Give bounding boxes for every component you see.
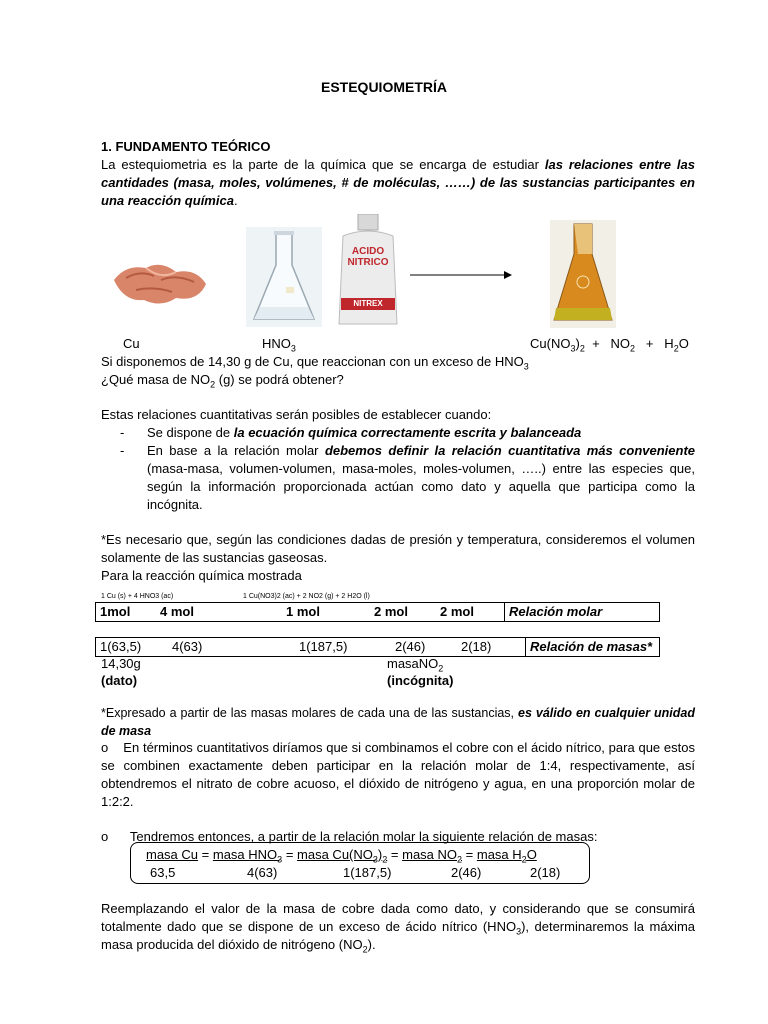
question-line2-text: ¿Qué masa de NO: [101, 372, 211, 387]
bullet-paragraph-1: [101, 739, 695, 811]
label-h2o-b: O: [678, 336, 689, 351]
intro-emphasis: las relaciones entre las cantidades (masa, moles, volúmenes, # de moléculas, ……) de las sustancias participantes en una reacción química: [101, 157, 695, 208]
question-line2: [101, 371, 695, 389]
item2-emphasis: debemos definir la relación cuantitativa más conveniente: [324, 443, 695, 458]
question-line1-sub: 3: [523, 361, 529, 372]
molar-cell: 4 mol: [156, 603, 282, 622]
final-text-b: ), determinaremos la máxima masa producida del dióxido de nitrógeno (NO: [101, 919, 696, 952]
mass-cell: 1(187,5): [295, 638, 391, 657]
final-sub2: 2: [362, 944, 368, 955]
ratio-eq: =: [465, 847, 474, 862]
ratio-term2-text: masa HNO: [212, 847, 278, 862]
list-item: [120, 442, 695, 514]
intro-end: .: [233, 193, 238, 208]
circle-bullet-icon: o: [101, 740, 109, 755]
molar-cell: 1 mol: [282, 603, 370, 622]
ratio-term4: [402, 847, 463, 865]
bottle-brand: NITREX: [353, 299, 383, 308]
page-title: ESTEQUIOMETRÍA: [320, 79, 447, 95]
label-cuno3-a: Cu(NO: [530, 336, 571, 351]
item2-text: En base a la relación molar: [147, 443, 325, 458]
ratio-term3: [297, 847, 388, 865]
ratio-denominator-3: 1(187,5): [343, 865, 392, 880]
tiny-equation-right: 1 Cu(NO3)2 (ac) + 2 NO2 (g) + 2 H2O (l): [243, 593, 370, 600]
bottle-label-line2: NITRICO: [347, 257, 389, 268]
unknown-value: [387, 655, 443, 673]
ratio-eq: =: [201, 847, 210, 862]
label-cuno3-b: ): [575, 336, 580, 351]
ratio-term4-text: masa NO: [402, 847, 458, 862]
nitric-acid-bottle: [331, 214, 405, 328]
unknown-sub: 2: [438, 663, 444, 674]
ratio-denominator-4: 2(46): [451, 865, 482, 880]
section-heading: 1. FUNDAMENTO TEÓRICO: [101, 139, 271, 154]
molar-cell: 2 mol: [436, 603, 505, 622]
ratio-term4-sub: 2: [457, 854, 463, 865]
ratio-term2: [212, 847, 283, 865]
question-line1-text: Si disponemos de 14,30 g de Cu, que reaccionan con un exceso de HNO: [101, 354, 524, 369]
list-item: [120, 424, 695, 442]
ratio-term1: masa Cu: [146, 847, 199, 862]
ratio-denominator-2: 4(63): [247, 865, 278, 880]
circle-bullet-icon: o: [101, 829, 109, 844]
copper-pieces-image: [106, 250, 216, 310]
reaction-arrow-icon: [410, 268, 514, 282]
label-h2o-sub: 2: [673, 343, 679, 354]
label-hno3-sub: 3: [290, 343, 296, 354]
ratio-term3-sub2: 2: [382, 854, 388, 865]
question-line2-sub: 2: [210, 379, 216, 390]
unknown-text: masaNO: [387, 656, 439, 671]
ratio-denominator-1: 63,5: [150, 865, 176, 880]
relations-intro: Estas relaciones cuantitativas serán posibles de establecer cuando:: [101, 407, 492, 422]
ratio-eq: =: [390, 847, 399, 862]
erlenmeyer-flask-image: [246, 227, 322, 327]
unknown-label: (incógnita): [387, 673, 454, 688]
ratio-term5-b: O: [526, 847, 537, 862]
mass-relation-table: [95, 637, 660, 657]
gas-note: *Es necesario que, según las condiciones dadas de presión y temperatura, consideremos el volumen solamente de las sustancias gaseosas.: [101, 532, 695, 565]
label-cuno3-sub2: 2: [579, 343, 585, 354]
intro-paragraph: [101, 156, 695, 210]
bottle-label-line1: ACIDO: [351, 246, 385, 257]
label-plus1: +: [592, 336, 600, 351]
bottle-label: [331, 246, 405, 268]
final-text-c: ).: [367, 937, 376, 952]
item1-text: Se dispone de: [147, 425, 234, 440]
molar-cell: 2 mol: [370, 603, 436, 622]
ratio-term3-text: masa Cu(NO: [297, 847, 373, 862]
bullet2-text: Tendremos entonces, a partir de la relación molar la siguiente relación de masas:: [129, 829, 598, 844]
label-no2-sub: 2: [630, 343, 636, 354]
ratio-term2-sub: 3: [277, 854, 283, 865]
mass-ratio-top: [146, 846, 537, 864]
bullet1-text: En términos cuantitativos diríamos que si combinamos el cobre con el ácido nítrico, para que estos se combinen exactamente deben participar en la relación molar de 1:4, respectivamente, así obtendremos el nitrato de cobre acuoso, el dióxido de nitrógeno y agua, en una proporción molar de 1:2:2.: [101, 740, 695, 809]
dash-bullet: -: [120, 443, 125, 458]
question-line2-end: (g) se podrá obtener?: [215, 372, 344, 387]
label-cu: Cu: [123, 336, 140, 351]
label-plus2: +: [645, 336, 654, 351]
final-text-a: Reemplazando el valor de la masa de cobre dada como dato, y considerando que se consumirá totalmente dado que se dispone de un exceso de ácido nítrico (HNO: [101, 901, 695, 934]
final-sub1: 3: [516, 926, 522, 937]
ratio-term3-sub1: 3: [372, 854, 378, 865]
footnote: [101, 704, 695, 740]
tiny-equation-left: 1 Cu (s) + 4 HNO3 (ac): [101, 593, 174, 600]
ratio-term5: [476, 847, 537, 865]
reaction-flask-image: [550, 220, 616, 328]
label-hno3: [262, 335, 296, 353]
bottle-icon: [331, 214, 405, 328]
molar-relation-table: [95, 602, 660, 622]
item1-emphasis: la ecuación química correctamente escrita y balanceada: [233, 425, 582, 440]
data-label: (dato): [101, 673, 138, 688]
data-value: 14,30g: [101, 656, 141, 671]
intro-text: La estequiometria es la parte de la química que se encarga de estudiar: [101, 157, 545, 172]
item2-rest: (masa-masa, volumen-volumen, masa-moles, moles-volumen, …..) entre las especies que, según la información proporcionada actúan como dato y aquella que participa como la incógnita.: [147, 461, 695, 512]
mass-relation-label: Relación de masas*: [526, 638, 660, 657]
molar-relation-label: Relación molar: [505, 603, 660, 622]
mass-cell: 4(63): [168, 638, 295, 657]
footnote-emphasis: es válido en cualquier unidad de masa: [101, 706, 695, 738]
final-paragraph: [101, 900, 695, 954]
mass-cell: 2(18): [457, 638, 526, 657]
ratio-denominator-5: 2(18): [530, 865, 561, 880]
ratio-term5-text: masa H: [476, 847, 522, 862]
label-products: [530, 335, 689, 353]
ratio-term3-b: ): [377, 847, 383, 862]
for-reaction-text: Para la reacción química mostrada: [101, 568, 302, 583]
label-hno3-text: HNO: [262, 336, 291, 351]
label-h2o-a: H: [664, 336, 674, 351]
mass-cell: 1(63,5): [96, 638, 169, 657]
label-cuno3-sub1: 3: [570, 343, 576, 354]
footnote-text: *Expresado a partir de las masas molares de cada una de las sustancias,: [101, 706, 518, 720]
ratio-term5-sub: 2: [521, 854, 527, 865]
dash-bullet: -: [120, 425, 125, 440]
ratio-eq: =: [285, 847, 294, 862]
mass-cell: 2(46): [391, 638, 457, 657]
relations-list: [120, 424, 695, 514]
molar-cell: 1mol: [96, 603, 157, 622]
label-no2: NO: [610, 336, 630, 351]
question-line1: [101, 353, 695, 371]
